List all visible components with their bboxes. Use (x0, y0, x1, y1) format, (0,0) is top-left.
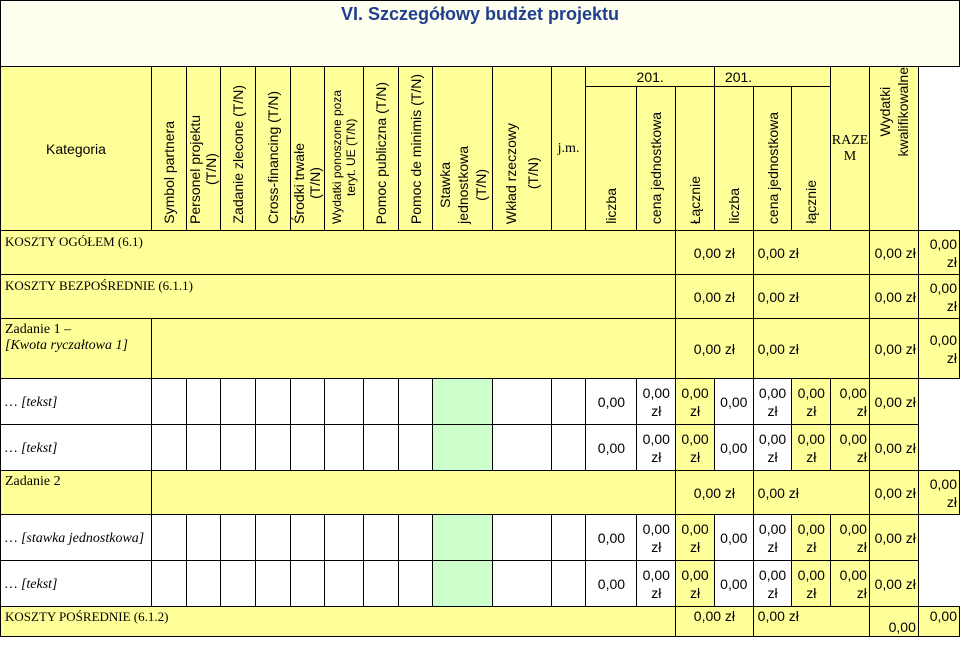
row-label: … [stawka jednostkowa] (1, 515, 152, 561)
input-cell[interactable] (290, 561, 325, 607)
row-label: KOSZTY BEZPOŚREDNIE (6.1.1) (1, 275, 676, 319)
input-cell[interactable] (221, 425, 256, 471)
header-symbol-partnera: Symbol partnera (151, 67, 186, 231)
row-label: KOSZTY OGÓŁEM (6.1) (1, 231, 676, 275)
cell-liczba-1[interactable]: 0,00 (586, 515, 637, 561)
cell-lacznie-1: 0,00 zł (676, 515, 715, 561)
input-cell[interactable] (492, 561, 551, 607)
cell-razem: 0,00 zł (869, 319, 918, 379)
header-cena-jednostkowa-1: cena jednostkowa (637, 87, 676, 231)
table-row (1, 379, 960, 425)
input-cell[interactable] (433, 425, 492, 471)
cell-lacznie-2: 0,00 zł (792, 379, 831, 425)
cell-lacznie-1: 0,00 zł (676, 231, 754, 275)
input-cell[interactable] (290, 379, 325, 425)
header-year-1: 201. (586, 67, 715, 87)
cell-razem: 0,00 zł (831, 379, 870, 425)
cell-wydatki-kwalifikowalne: 0,00 zł (869, 515, 918, 561)
header-zadanie-zlecone: Zadanie zlecone (T/N) (221, 67, 256, 231)
cell-razem: 0,00 zł (869, 231, 918, 275)
cell-wydatki-kwalifikowalne: 0,00 zł (918, 231, 959, 275)
cell-lacznie-1: 0,00 zł (676, 425, 715, 471)
cell-lacznie-1: 0,00 zł (676, 319, 754, 379)
header-lacznie-1: Łącznie (676, 87, 715, 231)
row-koszty-bezposrednie (1, 275, 960, 319)
cell-wydatki-kwalifikowalne: 0,00 zł (918, 319, 959, 379)
header-year-2: 201. (714, 67, 830, 87)
input-cell[interactable] (433, 379, 492, 425)
header-kategoria: Kategoria (1, 67, 152, 231)
input-cell[interactable] (398, 561, 433, 607)
header-lacznie-2: łącznie (792, 87, 831, 231)
input-cell[interactable] (325, 515, 364, 561)
row-zadanie-2 (1, 471, 960, 515)
cell-lacznie-2: 0,00 zł (753, 607, 869, 637)
cell-razem: 0,00 zł (831, 425, 870, 471)
row-label: Zadanie 2 (1, 471, 152, 515)
input-cell[interactable] (255, 561, 290, 607)
row-label: Zadanie 1 – [Kwota ryczałtowa 1] (1, 319, 152, 379)
header-liczba-2: liczba (714, 87, 753, 231)
input-cell[interactable] (151, 515, 186, 561)
input-cell[interactable] (364, 561, 399, 607)
cell-cena-1[interactable]: 0,00 zł (637, 379, 676, 425)
row-label: … [tekst] (1, 379, 152, 425)
input-cell[interactable] (151, 561, 186, 607)
cell-razem: 0,00 zł (869, 275, 918, 319)
row-filler (151, 471, 675, 515)
input-cell[interactable] (551, 515, 586, 561)
input-cell[interactable] (433, 561, 492, 607)
input-cell[interactable] (325, 425, 364, 471)
cell-liczba-1[interactable]: 0,00 (586, 561, 637, 607)
table-row (1, 425, 960, 471)
input-cell[interactable] (551, 379, 586, 425)
input-cell[interactable] (290, 425, 325, 471)
header-razem: RAZEM (831, 67, 870, 231)
header-personel: Personel projektu (T/N) (186, 67, 221, 231)
input-cell[interactable] (255, 515, 290, 561)
row-label: KOSZTY POŚREDNIE (6.1.2) (1, 607, 676, 637)
cell-lacznie-2: 0,00 zł (753, 471, 869, 515)
cell-cena-1[interactable]: 0,00 zł (637, 425, 676, 471)
row-label: … [tekst] (1, 425, 152, 471)
input-cell[interactable] (398, 379, 433, 425)
cell-liczba-2[interactable]: 0,00 (714, 561, 753, 607)
input-cell[interactable] (364, 515, 399, 561)
cell-liczba-2[interactable]: 0,00 (714, 379, 753, 425)
cell-liczba-2[interactable]: 0,00 (714, 425, 753, 471)
input-cell[interactable] (151, 425, 186, 471)
cell-wydatki-kwalifikowalne: 0,00 zł (869, 561, 918, 607)
cell-liczba-1[interactable]: 0,00 (586, 425, 637, 471)
header-stawka-jednostkowa: Stawka jednostkowa (T/N) (433, 67, 492, 231)
cell-lacznie-2: 0,00 zł (792, 515, 831, 561)
cell-lacznie-2: 0,00 zł (753, 319, 869, 379)
cell-lacznie-1: 0,00 zł (676, 607, 754, 637)
input-cell[interactable] (492, 379, 551, 425)
cell-lacznie-1: 0,00 zł (676, 379, 715, 425)
header-liczba-1: liczba (586, 87, 637, 231)
header-pomoc-publiczna: Pomoc publiczna (T/N) (364, 67, 399, 231)
cell-wydatki-kwalifikowalne: 0,00 zł (869, 425, 918, 471)
input-cell[interactable] (255, 379, 290, 425)
row-label: … [tekst] (1, 561, 152, 607)
cell-lacznie-1: 0,00 zł (676, 275, 754, 319)
page-title: VI. Szczegółowy budżet projektu (1, 1, 960, 67)
input-cell[interactable] (221, 379, 256, 425)
input-cell[interactable] (492, 515, 551, 561)
input-cell[interactable] (186, 561, 221, 607)
cell-cena-1[interactable]: 0,00 zł (637, 515, 676, 561)
header-wklad-rzeczowy: Wkład rzeczowy (T/N) (492, 67, 551, 231)
cell-wydatki-kwalifikowalne: 0,00 zł (918, 471, 959, 515)
cell-liczba-1[interactable]: 0,00 (586, 379, 637, 425)
cell-razem: 0,00 (869, 607, 918, 637)
table-row (1, 561, 960, 607)
cell-razem: 0,00 zł (831, 515, 870, 561)
row-filler (151, 319, 675, 379)
input-cell[interactable] (221, 515, 256, 561)
input-cell[interactable] (186, 515, 221, 561)
cell-cena-2[interactable]: 0,00 zł (753, 515, 792, 561)
cell-lacznie-2: 0,00 zł (792, 425, 831, 471)
cell-lacznie-2: 0,00 zł (753, 275, 869, 319)
table-row (1, 515, 960, 561)
input-cell[interactable] (325, 561, 364, 607)
input-cell[interactable] (364, 379, 399, 425)
input-cell[interactable] (398, 425, 433, 471)
input-cell[interactable] (221, 561, 256, 607)
input-cell[interactable] (551, 425, 586, 471)
cell-wydatki-kwalifikowalne: 0,00 zł (918, 275, 959, 319)
row-koszty-posrednie (1, 607, 960, 637)
input-cell[interactable] (186, 425, 221, 471)
header-srodki-trwale: Środki trwałe (T/N) (290, 67, 325, 231)
cell-razem: 0,00 zł (831, 561, 870, 607)
input-cell[interactable] (186, 379, 221, 425)
row-koszty-ogolem (1, 231, 960, 275)
input-cell[interactable] (151, 379, 186, 425)
header-wydatki-poza-ue: Wydatki ponoszone poza teryt. UE (T/N) (325, 67, 364, 231)
header-cross-financing: Cross-financing (T/N) (255, 67, 290, 231)
cell-cena-2[interactable]: 0,00 zł (753, 561, 792, 607)
header-wydatki-kwalifikowalne: Wydatki kwalifikowalne (869, 67, 918, 231)
input-cell[interactable] (551, 561, 586, 607)
cell-liczba-2[interactable]: 0,00 (714, 515, 753, 561)
cell-lacznie-1: 0,00 zł (676, 471, 754, 515)
cell-cena-2[interactable]: 0,00 zł (753, 379, 792, 425)
header-pomoc-de-minimis: Pomoc de minimis (T/N) (398, 67, 433, 231)
cell-lacznie-1: 0,00 zł (676, 561, 715, 607)
header-jm: j.m. (551, 67, 586, 231)
cell-razem: 0,00 zł (869, 471, 918, 515)
cell-cena-1[interactable]: 0,00 zł (637, 561, 676, 607)
cell-wydatki-kwalifikowalne: 0,00 zł (869, 379, 918, 425)
input-cell[interactable] (398, 515, 433, 561)
input-cell[interactable] (433, 515, 492, 561)
input-cell[interactable] (290, 515, 325, 561)
cell-lacznie-2: 0,00 zł (792, 561, 831, 607)
header-cena-jednostkowa-2: cena jednostkowa (753, 87, 792, 231)
cell-cena-2[interactable]: 0,00 zł (753, 425, 792, 471)
input-cell[interactable] (255, 425, 290, 471)
input-cell[interactable] (492, 425, 551, 471)
cell-lacznie-2: 0,00 zł (753, 231, 869, 275)
input-cell[interactable] (325, 379, 364, 425)
row-zadanie-1 (1, 319, 960, 379)
cell-wydatki-kwalifikowalne: 0,00 (918, 607, 959, 637)
input-cell[interactable] (364, 425, 399, 471)
